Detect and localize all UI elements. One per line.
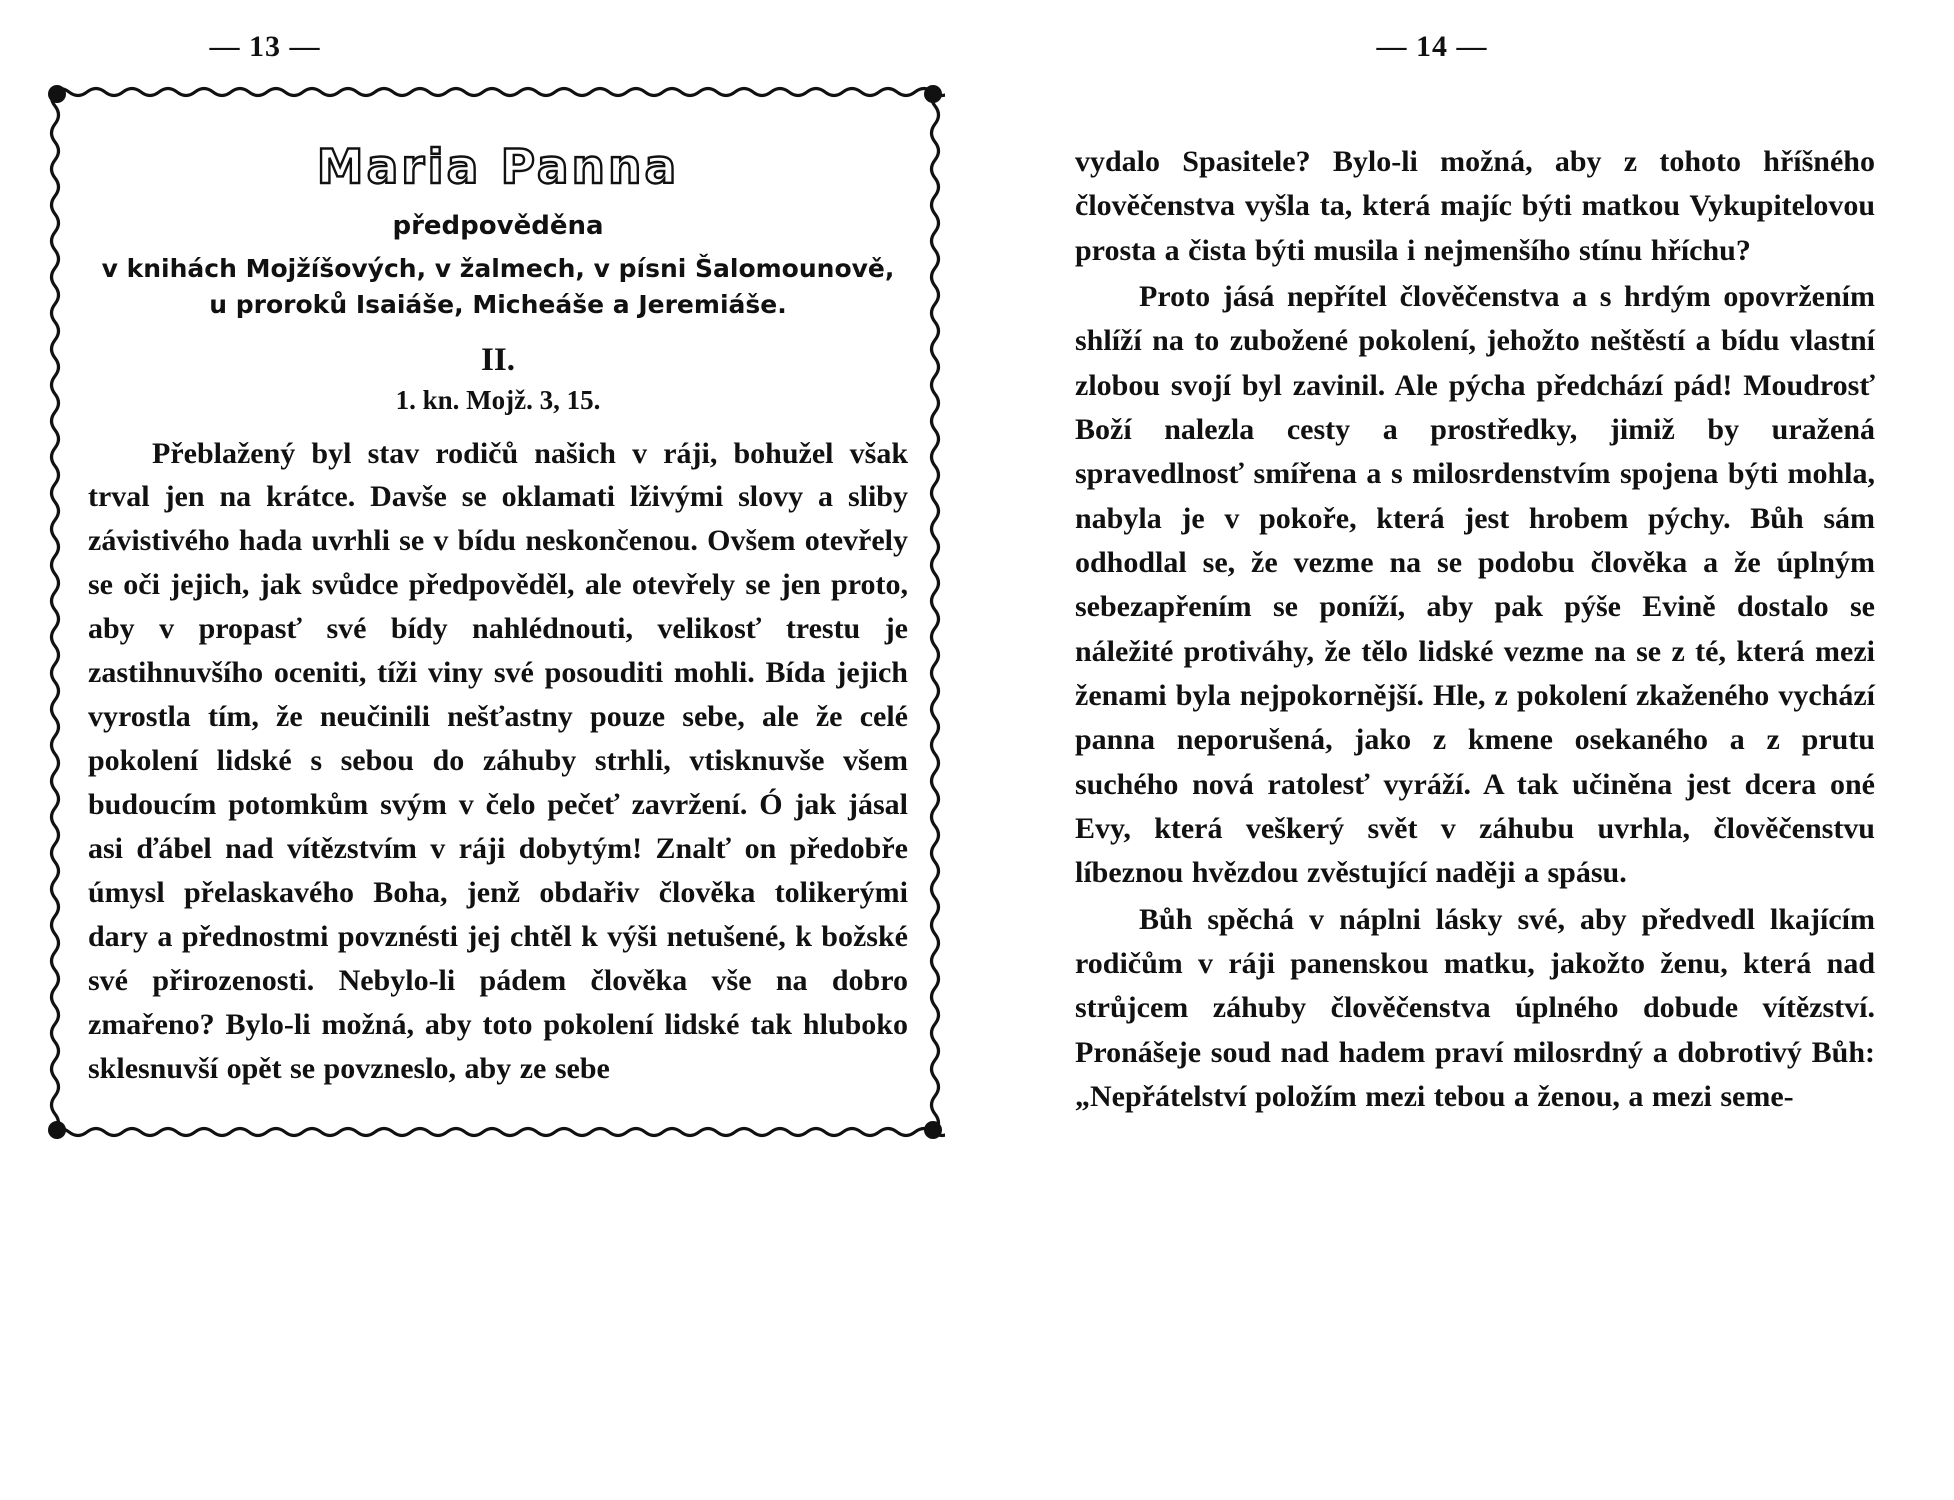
paragraph: vydalo Spasitele? Bylo-li možná, aby z tohoto hříšného člověčenstva vyšla ta, která majíc býti matkou Vykupitelovou prosta a čista býti musila i nejmenšího stínu hříchu?	[1075, 145, 1875, 267]
right-page-content	[1075, 140, 1875, 1119]
page-number-left: — 13 —	[209, 30, 321, 63]
page-number-right: — 14 —	[1376, 30, 1488, 63]
article-subtitle-line-1: předpověděna	[392, 211, 604, 241]
scripture-reference: 1. kn. Mojž. 3, 15.	[395, 384, 601, 415]
article-subtitle-line-2: v knihách Mojžíšových, v žalmech, v písni Šalomounově,	[101, 254, 895, 283]
paragraph: Bůh spěchá v náplni lásky své, aby předvedl lkajícím rodičům v ráji panenskou matku, jakožto ženu, která nad strůjcem záhuby člověčenstva úplného dobude vítězství. Pronášeje soud nad hadem praví milosrdný a dobrotivý Bůh: „Nepřátelství položím mezi tebou a ženou, a mezi seme-	[1075, 902, 1875, 1113]
article-subtitle-line-3: u proroků Isaiáše, Micheáše a Jeremiáše.	[209, 290, 787, 320]
section-number: II.	[481, 341, 515, 378]
paragraph: Proto jásá nepřítel člověčenstva a s hrdým opovržením shlíží na to zubožené pokolení, jehožto neštěstí a bídu vlastní zlobou svojí byl zavinil. Ale pýcha předchází pád! Moudrosť Boží nalezla cesty a prostředky, jimiž by uražená spravedlnosť smířena a s milosrdenstvím spojena býti mohla, nabyla je v pokoře, která jest hrobem pýchy. Bůh sám odhodlal se, že vezme na se podobu člověka a že úplným sebezapřením se poníží, aby pak pýše Evině dostalo se náležité protiváhy, že tělo lidské vezme na se z té, která mezi ženami byla nejpokornější. Hle, z pokolení zkaženého vychází panna neporušená, jako z kmene osekaného a z prutu suchého nová ratolesť vyráží. A tak učiněna jest dcera oné Evy, která veškerý svět v záhubu uvrhla, člověčenstvu líbeznou hvězdou zvěstující naději a spásu.	[1075, 279, 1875, 890]
paragraph: Přeblažený byl stav rodičů našich v ráji, bohužel však trval jen na krátce. Davše se oklamati lživými slovy a sliby závistivého hada uvrhli se v bídu neskončenou. Ovšem otevřely se oči jejich, jak svůdce předpověděl, ale otevřely se jen proto, aby v propasť své bídy nahlédnouti, velikosť trestu je zastihnuvšího oceniti, tíži viny své posouditi mohli. Bída jejich vyrostla tím, že neučinili nešťastny pouze sebe, ale že celé pokolení lidské s sebou do záhuby strhli, vtisknuvše všem budoucím potomkům svým v čelo pečeť zavržení. Ó jak jásal asi ďábel nad vítězstvím v ráji dobytým! Znalť on předobře úmysl přelaskavého Boha, jenž obdařiv člověka tolikerými dary a přednostmi povznésti jej chtěl k výši netušené, k božské své přirozenosti. Nebylo-li pádem člověka vše na dobro zmařeno? Bylo-li možná, aby toto pokolení lidské tak hluboko sklesnuvší opět se povzneslo, aby ze sebe	[88, 436, 908, 1085]
left-page-content	[88, 140, 908, 1091]
article-title: Maria Panna	[316, 140, 680, 195]
